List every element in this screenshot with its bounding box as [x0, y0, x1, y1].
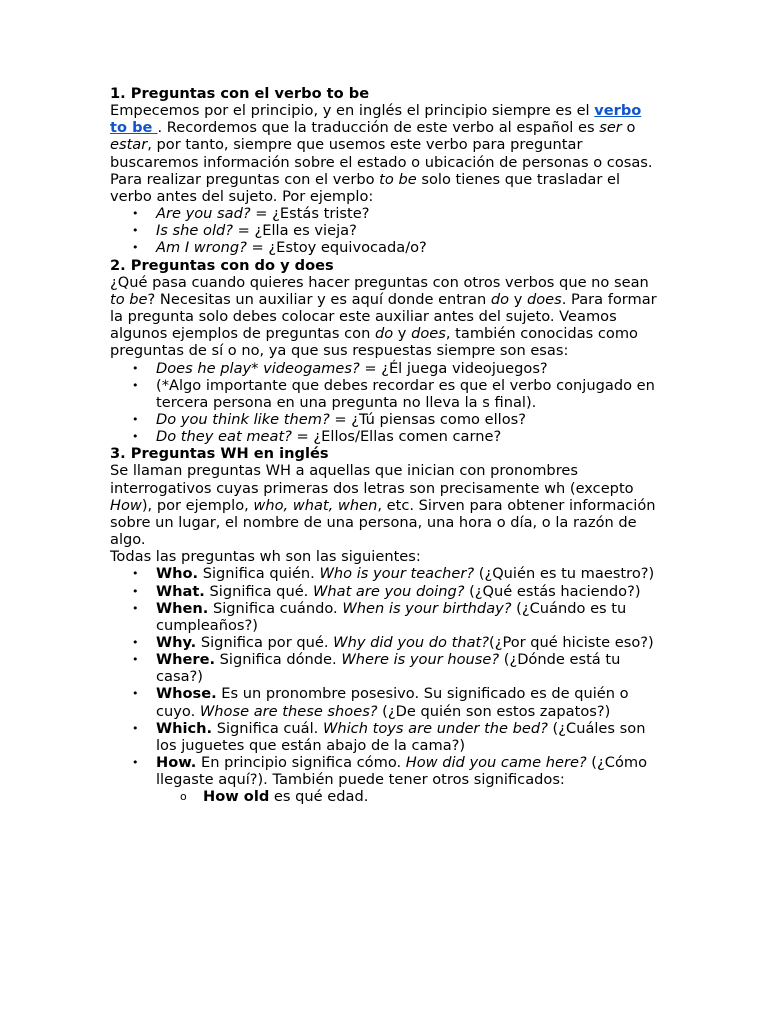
- section-1-paragraph-1: Empecemos por el principio, y en inglés el principio siempre es el verbo to be . Recordemos que la traducción de este verbo al español es ser o estar, por tanto, siempre que usemos este verbo para preguntar buscaremos información sobre el estado o ubicación de personas o cosas.: [110, 102, 653, 171]
- verbo-to-be-link[interactable]: verbo to be: [110, 102, 642, 137]
- list-item: • Whose. Es un pronombre posesivo. Su significado es de quién o cuyo. Whose are these shoes? (¿De quién son estos zapatos?): [156, 685, 660, 719]
- section-2-heading: 2. Preguntas con do y does: [110, 256, 334, 274]
- list-item: • Do you think like them? = ¿Tú piensas como ellos?: [156, 411, 660, 428]
- list-item: • Does he play* videogames? = ¿Él juega videojuegos?: [156, 360, 660, 377]
- list-item: • What. Significa qué. What are you doing? (¿Qué estás haciendo?): [156, 583, 660, 600]
- section-2-paragraph: ¿Qué pasa cuando quieres hacer preguntas con otros verbos que no sean to be? Necesitas un auxiliar y es aquí donde entran do y does. Para formar la pregunta solo debes colocar este auxiliar antes del sujeto. Veamos algunos ejemplos de preguntas con do y does, también conocidas como preguntas de sí o no, ya que sus respuestas siempre son esas:: [110, 273, 657, 360]
- list-item: • Is she old? = ¿Ella es vieja?: [156, 222, 660, 239]
- document-page: [110, 85, 660, 806]
- list-item: • Which. Significa cuál. Which toys are under the bed? (¿Cuáles son los juguetes que están abajo de la cama?): [156, 720, 660, 754]
- list-item: • When. Significa cuándo. When is your birthday? (¿Cuándo es tu cumpleaños?): [156, 600, 660, 634]
- section-3-paragraph-1: Se llaman preguntas WH a aquellas que inician con pronombres interrogativos cuyas primeras dos letras son precisamente wh (excepto How), por ejemplo, who, what, when, etc. Sirven para obtener información sobre un lugar, el nombre de una persona, una hora o día, o la razón de algo.: [110, 462, 656, 549]
- list-item: • How. En principio significa cómo. How did you came here? (¿Cómo llegaste aquí?). También puede tener otros significados: o How old es qué edad.: [156, 754, 660, 805]
- sub-list-item: o How old es qué edad.: [203, 788, 660, 805]
- list-item: • (*Algo importante que debes recordar es que el verbo conjugado en tercera persona en una pregunta no lleva la s final).: [156, 377, 660, 411]
- list-item: • Why. Significa por qué. Why did you do that?(¿Por qué hiciste eso?): [156, 634, 660, 651]
- list-item: • Am I wrong? = ¿Estoy equivocada/o?: [156, 239, 660, 256]
- list-item: • Who. Significa quién. Who is your teacher? (¿Quién es tu maestro?): [156, 565, 660, 582]
- list-item: • Are you sad? = ¿Estás triste?: [156, 205, 660, 222]
- section-1-heading: 1. Preguntas con el verbo to be: [110, 85, 370, 102]
- sub-list: [156, 788, 660, 805]
- list-item: • Where. Significa dónde. Where is your house? (¿Dónde está tu casa?): [156, 651, 660, 685]
- list-item: • Do they eat meat? = ¿Ellos/Ellas comen carne?: [156, 428, 660, 445]
- section-3-paragraph-2: Todas las preguntas wh son las siguientes:: [110, 548, 421, 566]
- section-3-heading: 3. Preguntas WH en inglés: [110, 445, 329, 463]
- section-3-list: [110, 565, 660, 805]
- section-1-paragraph-2: Para realizar preguntas con el verbo to be solo tienes que trasladar el verbo antes del sujeto. Por ejemplo:: [110, 170, 621, 205]
- section-1-list: [110, 205, 660, 256]
- section-2-list: [110, 360, 660, 446]
